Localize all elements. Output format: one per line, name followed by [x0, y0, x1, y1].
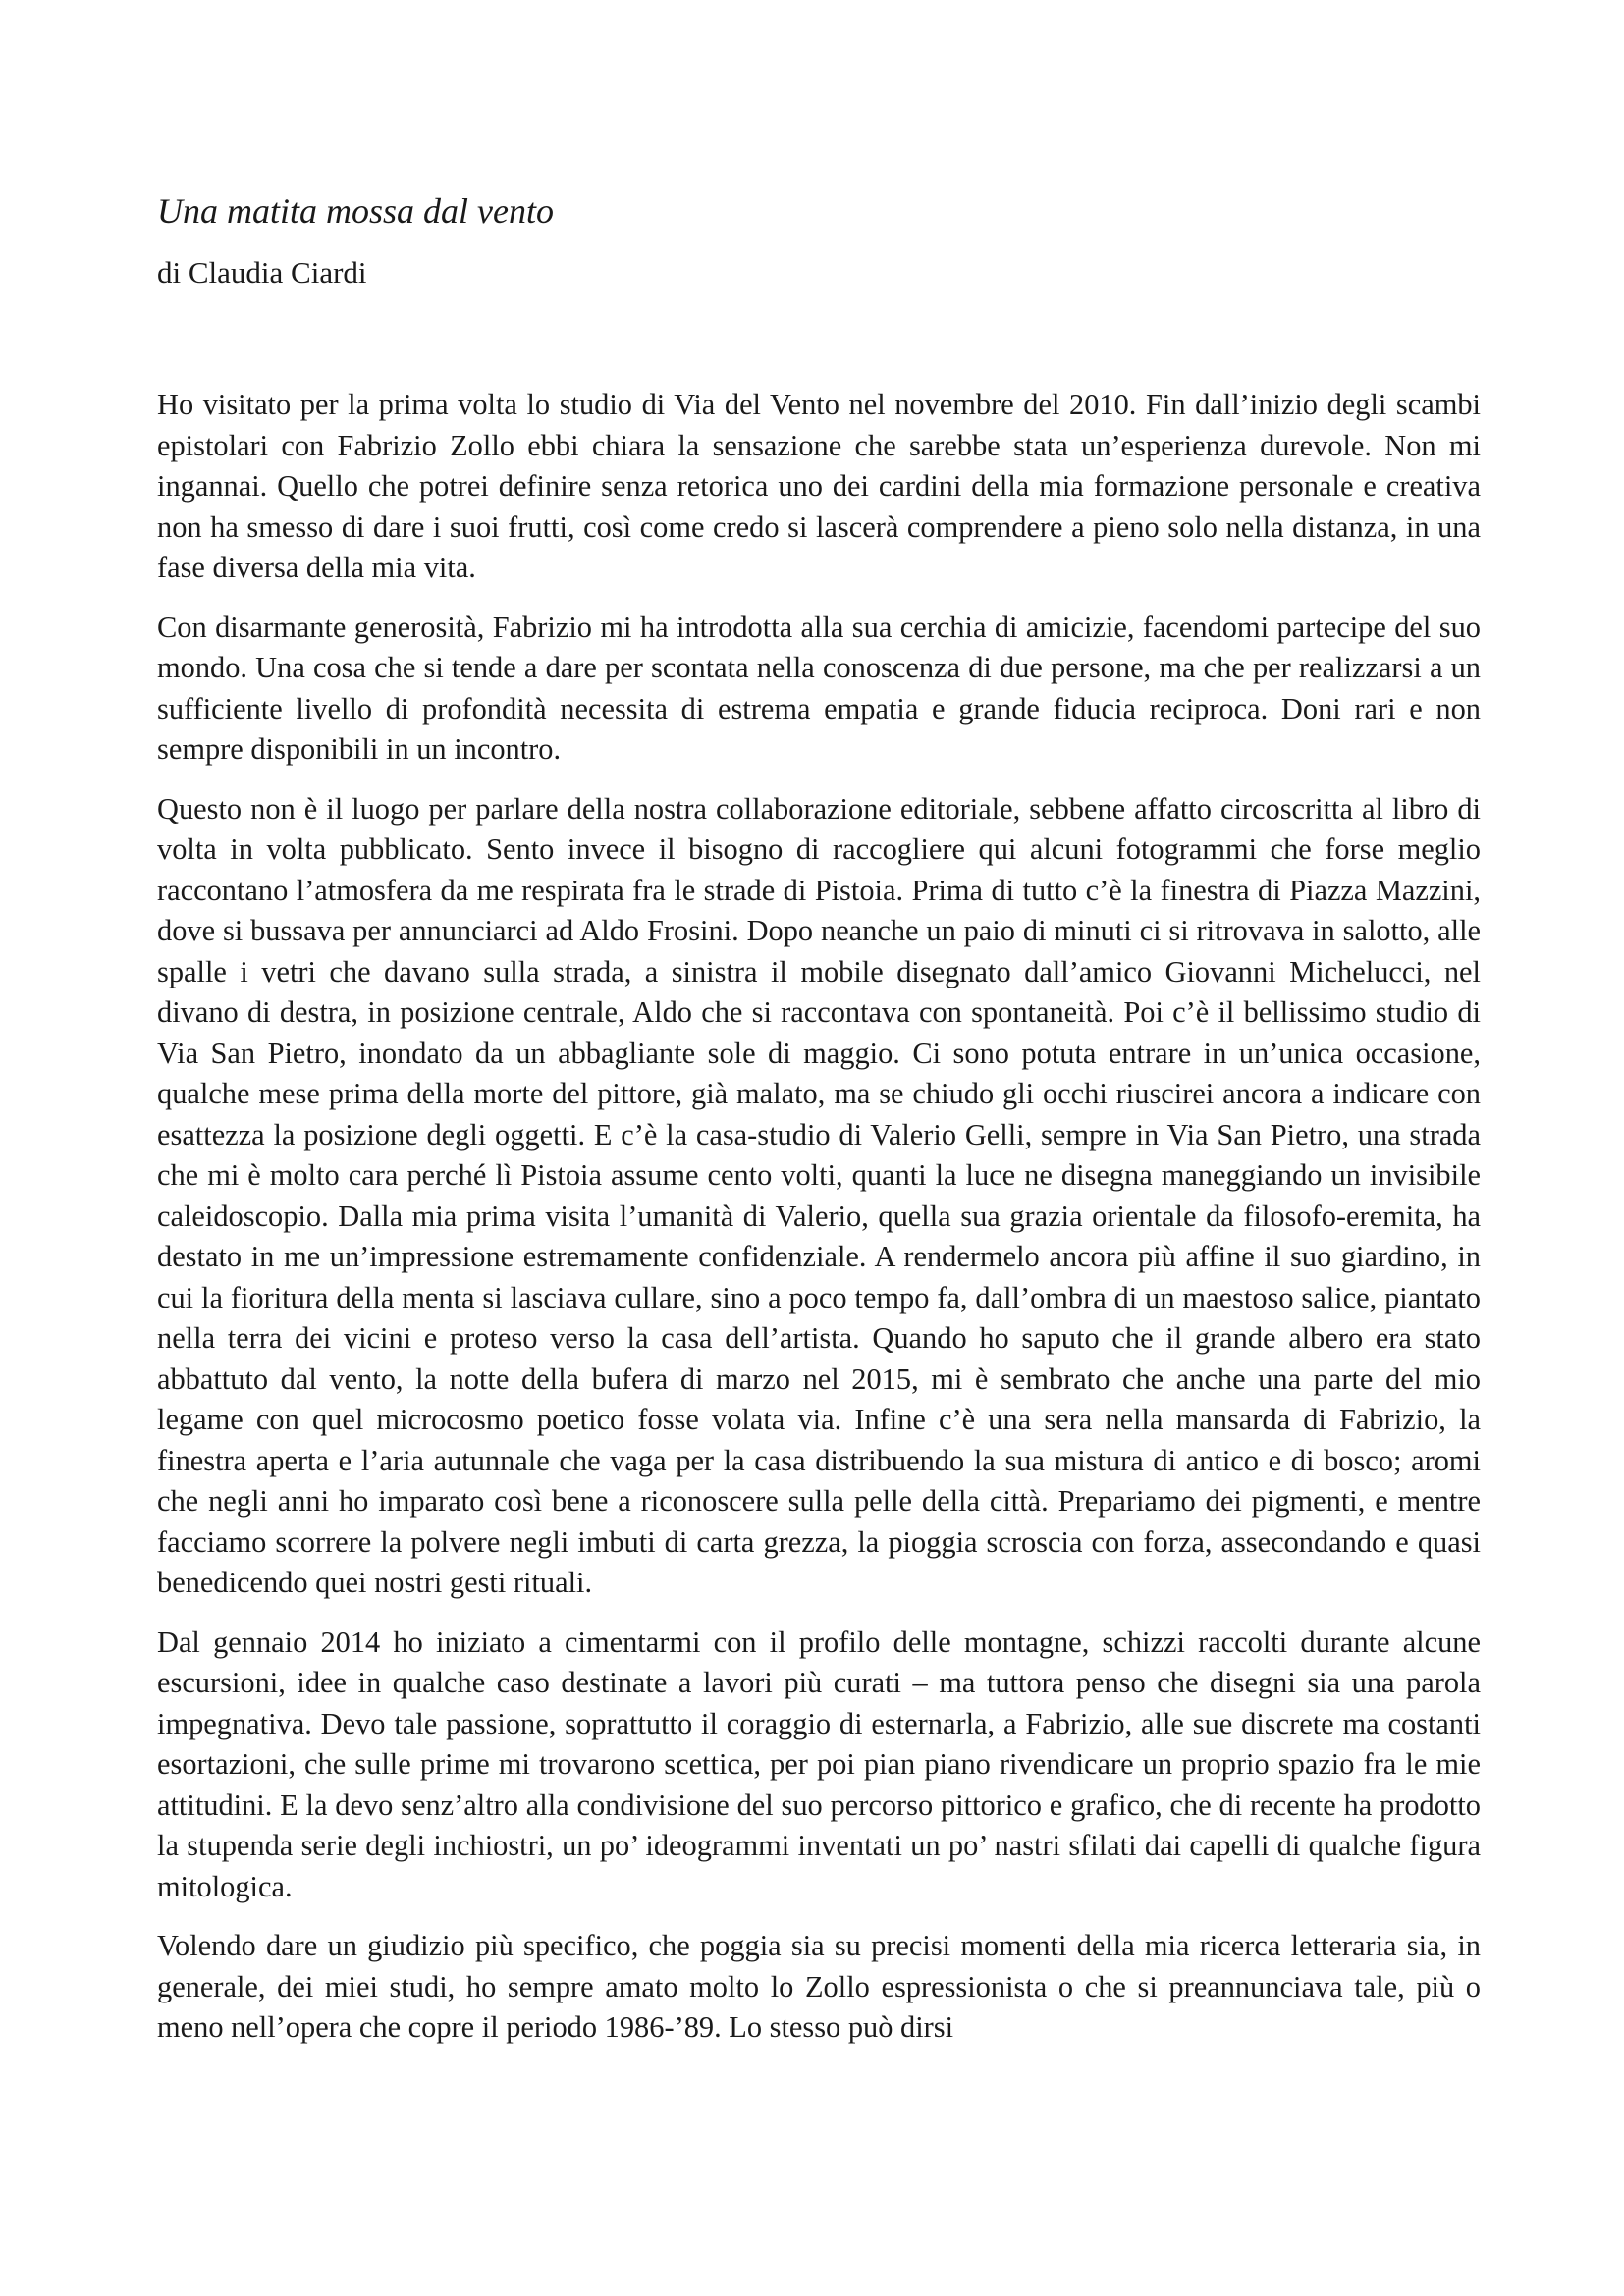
paragraph: Con disarmante generosità, Fabrizio mi ha introdotta alla sua cerchia di amicizie, facendomi partecipe del suo mondo. Una cosa che si tende a dare per scontata nella conoscenza di due persone, ma che per realizzarsi a un sufficiente livello di profondità necessita di estrema empatia e grande fiducia reciproca. Doni rari e non sempre disponibili in un incontro. — [157, 610, 1481, 766]
document-title: Una matita mossa dal vento — [157, 191, 554, 231]
document-page — [157, 187, 1481, 2067]
paragraph: Volendo dare un giudizio più specifico, che poggia sia su precisi momenti della mia ricerca letteraria sia, in generale, dei miei studi, ho sempre amato molto lo Zollo espressionista o che si preannunciava tale, più o meno nell’opera che copre il periodo 1986-’89. Lo stesso può dirsi — [157, 1929, 1481, 2044]
document-author: di Claudia Ciardi — [157, 255, 367, 290]
paragraph: Questo non è il luogo per parlare della nostra collaborazione editoriale, sebbene affatto circoscritta al libro di volta in volta pubblicato. Sento invece il bisogno di raccogliere qui alcuni fotogrammi che forse meglio raccontano l’atmosfera da me respirata fra le strade di Pistoia. Prima di tutto c’è la finestra di Piazza Mazzini, dove si bussava per annunciarci ad Aldo Frosini. Dopo neanche un paio di minuti ci si ritrovava in salotto, alle spalle i vetri che davano sulla strada, a sinistra il mobile disegnato dall’amico Giovanni Michelucci, nel divano di destra, in posizione centrale, Aldo che si raccontava con spontaneità. Poi c’è il bellissimo studio di Via San Pietro, inondato da un abbagliante sole di maggio. Ci sono potuta entrare in un’unica occasione, qualche mese prima della morte del pittore, già malato, ma se chiudo gli occhi riuscirei ancora a indicare con esattezza la posizione degli oggetti. E c’è la casa-studio di Valerio Gelli, sempre in Via San Pietro, una strada che mi è molto cara perché lì Pistoia assume cento volti, quanti la luce ne disegna maneggiando un invisibile caleidoscopio. Dalla mia prima visita l’umanità di Valerio, quella sua grazia orientale da filosofo-eremita, ha destato in me un’impressione estremamente confidenziale. A rendermelo ancora più affine il suo giardino, in cui la fioritura della menta si lasciava cullare, sino a poco tempo fa, dall’ombra di un maestoso salice, piantato nella terra dei vicini e proteso verso la casa dell’artista. Quando ho saputo che il grande albero era stato abbattuto dal vento, la notte della bufera di marzo nel 2015, mi è sembrato che anche una parte del mio legame con quel microcosmo poetico fosse volata via. Infine c’è una sera nella mansarda di Fabrizio, la finestra aperta e l’aria autunnale che vaga per la casa distribuendo la sua mistura di antico e di bosco; aromi che negli anni ho imparato così bene a riconoscere sulla pelle della città. Prepariamo dei pigmenti, e mentre facciamo scorrere la polvere negli imbuti di carta grezza, la pioggia scroscia con forza, assecondando e quasi benedicendo quei nostri gesti rituali. — [157, 791, 1481, 1599]
paragraph: Dal gennaio 2014 ho iniziato a cimentarmi con il profilo delle montagne, schizzi raccolti durante alcune escursioni, idee in qualche caso destinate a lavori più curati – ma tuttora penso che disegni sia una parola impegnativa. Devo tale passione, soprattutto il coraggio di esternarla, a Fabrizio, alle sue discrete ma costanti esortazioni, che sulle prime mi trovarono scettica, per poi pian piano rivendicare un proprio spazio fra le mie attitudini. E la devo senz’altro alla condivisione del suo percorso pittorico e grafico, che di recente ha prodotto la stupenda serie degli inchiostri, un po’ ideogrammi inventati un po’ nastri sfilati dai capelli di qualche figura mitologica. — [157, 1625, 1481, 1903]
document-body — [157, 385, 1481, 2049]
paragraph: Ho visitato per la prima volta lo studio di Via del Vento nel novembre del 2010. Fin dall’inizio degli scambi epistolari con Fabrizio Zollo ebbi chiara la sensazione che sarebbe stata un’esperienza durevole. Non mi ingannai. Quello che potrei definire senza retorica uno dei cardini della mia formazione personale e creativa non ha smesso di dare i suoi frutti, così come credo si lascerà comprendere a pieno solo nella distanza, in una fase diversa della mia vita. — [157, 388, 1481, 584]
